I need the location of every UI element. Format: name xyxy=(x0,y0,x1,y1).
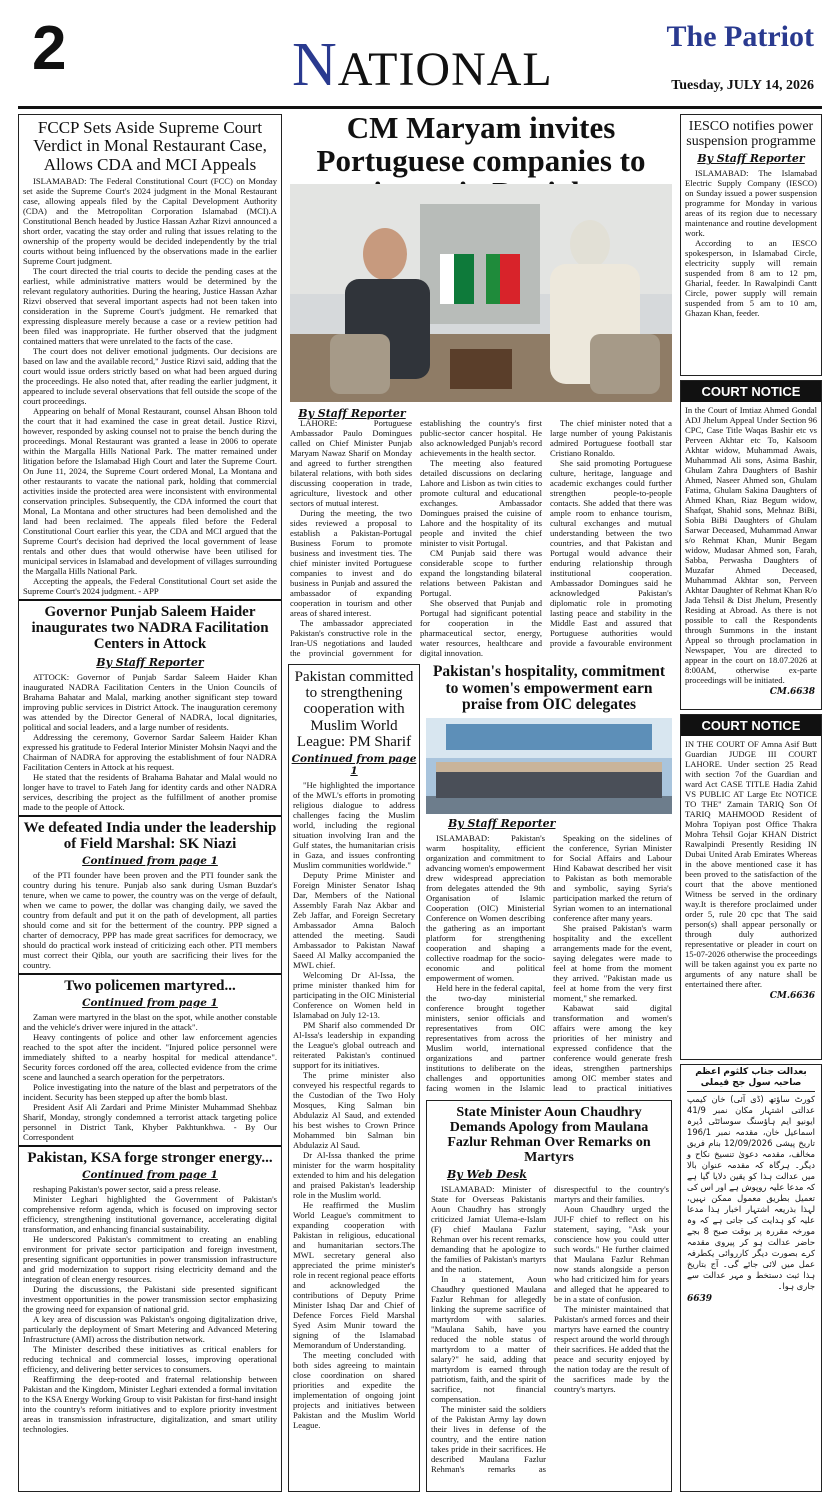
paragraph: The chief minister noted that a large number of young Pakistanis admired Portuguese football star Cristiano Ronaldo. xyxy=(550,418,672,458)
urdu-notice-code: 6639 xyxy=(687,1294,713,1304)
paragraph: The meeting also featured detailed discussions on declaring Lahore and Lisbon as twin cities to promote cultural and educational exchanges. Ambassador Domingues praised the cuisine of Lahore and the hospitality of its people and invited the chief minister to visit Portugal. xyxy=(420,458,542,548)
fccp-headline: FCCP Sets Aside Supreme Court Verdict in Monal Restaurant Case, Allows CDA and MCI Appeals xyxy=(33,118,267,174)
paragraph: Minister Leghari highlighted the Government of Pakistan's comprehensive reform agenda, which is focused on improving sector efficiency, strengthening institutional governance, accelerating digital transformation, and enhancing financial sustainability. xyxy=(23,1194,277,1235)
maryam-headline: CM Maryam invites Portuguese companies to xyxy=(316,112,646,178)
paragraph: ISLAMABAD: The Federal Constitutional Court (FCC) on Monday set aside the Supreme Court's 2024 judgment in the Monal Restaurant case, allowing appeals filed by the Capital Development Authority (CDA) and the Metropolitan Corporation Islamabad (MCI).A Constitutional Bench headed by Justice Hassan Azhar Rizvi announced a short order, vacating the stay order and ruling that issues relating to the ownership of the property would be decided independently by the trial courts without being influenced by the observations made in the earlier Supreme Court judgment. xyxy=(23,176,277,267)
oic-headline: Pakistan's hospitality, commitment to women's empowerment earn praise from OIC delegates xyxy=(432,664,666,714)
niazi-continued: Continued from page 1 xyxy=(82,855,218,868)
aoun-headline: State Minister Aoun Chaudhry Demands Apology from Maulana Fazlur Rehman Over Remarks on Martyrs xyxy=(447,1105,651,1166)
paragraph: LAHORE: Portuguese Ambassador Paulo Domingues called on Chief Minister Punjab Maryam Nawaz Sharif on Monday and agreed to further strengthen bilateral relations, with both sides discussing cooperation in trade, agriculture, livestock and other sectors of mutual interest. xyxy=(290,418,412,508)
maryam-photo xyxy=(290,184,672,402)
paragraph: reshaping Pakistan's power sector, said a press release. xyxy=(33,1184,221,1195)
sharif-story xyxy=(288,664,420,1492)
paragraph: Addressing the ceremony, Governor Sardar Saleem Haider Khan expressed his gratitude to Federal Interior Minister Mohsin Naqvi and the Chairman of NADRA for approving the establishment of four NADRA Facilitation Centers in Attock at his request. xyxy=(23,731,277,772)
court-notice-2-title: COURT NOTICE xyxy=(681,715,821,736)
maryam-body xyxy=(290,418,672,662)
paragraph: PM Sharif also commended Dr Al-Issa's leadership in expanding the League's global outreach and reiterated Pakistan's continued support for its initiatives. xyxy=(293,1019,415,1070)
aoun-body-columns xyxy=(431,1184,669,1484)
governor-byline: By Staff Reporter xyxy=(96,655,204,669)
meeting-photo-illustration xyxy=(290,184,672,402)
section-rest: ATIONAL xyxy=(337,43,553,96)
court-notice-2 xyxy=(680,714,822,1060)
paragraph: The minister said the soldiers of the Pakistan Army lay down their lives in defense of the country, and the entire nation takes pride in their sacrifices. He described Maulana Fazlur Rehman's remarks as disrespectful to the country's martyrs and their families. xyxy=(431,1184,669,1475)
paragraph: ISLAMABAD: Pakistan's warm hospitality, efficient organization and commitment to advancing women's empowerment drew widespread appreciation from delegates attended the 9th Organisation of Islamic Cooperation (OIC) Ministerial Conference on Women describing the gathering as an important platform for strengthening cooperation and shaping a collective roadmap for the socio-economic and political empowerment of women. xyxy=(426,833,545,984)
policemen-headline: Two policemen martyred... xyxy=(64,978,236,995)
iesco-story xyxy=(680,114,822,376)
left-column xyxy=(18,114,282,1492)
iesco-body xyxy=(685,168,817,318)
paragraph: During the meeting, the two sides reviewed a proposal to establish a Pakistan-Portugal Business Forum to promote business and investment ties. The chief minister invited Portuguese companies to invest and do business in Punjab and assured the ambassador of expanding cooperation in tourism and other areas of shared interest. xyxy=(290,508,412,618)
paper-name: The Patriot xyxy=(666,20,814,53)
masthead-rule xyxy=(18,106,822,109)
court-notice-1-title: COURT NOTICE xyxy=(681,381,821,402)
paragraph: President Asif Ali Zardari and Prime Minister Muhammad Shehbaz Sharif, Monday, strongly condemned a terrorist attack targeting police personnel in District Tank, Khyber Pakhtunkhwa. - By Our Correspondent xyxy=(23,1102,277,1143)
section-initial: N xyxy=(292,31,338,99)
paragraph: She observed that Punjab and Portugal had significant potential for cooperation in the pharmaceutical sector, energy, water resources, healthcare and digital innovation. xyxy=(420,598,542,658)
court-notice-2-text: IN THE COURT OF Amna Asif Butt Guardian JUDGE III COURT LAHORE. Under section 25 Read with section 7of the Guardian and ward Act CASE TITLE Hadia Zahid VS PUBLIC AT Large Etc NOTICE TO THE" Zamain TARIQ Son Of TARIQ MAHMOOD Resident of Mohra Topiyan post Office Thakra Mohra Tehsil Gojar KHAN District Rawalpindi Presently Residing IN Dubai United Arab Emirates Whereas in the above mentioned case it has been proved to the satisfaction of the court that the above mentioned Witness be served in the ordinary way.It is therefore proclaimed under order 5, rule 20 cpc that The said person(s) shall appear personally or through duly authorized representative or pleader in court on 15-07-2026 otherwise the proceedings will be taken against you ex parte no arguments of any nature shall be entertained there after. xyxy=(685,739,817,989)
paragraph: ISLAMABAD: The Islamabad Electric Supply Company (IESCO) on Sunday issued a power suspension programme for Monday in various areas of its region due to necessary maintenance and routine development work. xyxy=(685,168,817,239)
sharif-body xyxy=(293,780,415,1430)
paragraph: She praised Pakistan's warm hospitality and the excellent arrangements made for the event, saying delegates were made to feel at home from the moment they arrived. "Pakistan made us feel at home from the very first moment," she remarked. xyxy=(553,923,672,1004)
issue-date: Tuesday, JULY 14, 2026 xyxy=(671,78,814,93)
oic-photo xyxy=(426,718,672,814)
court-notice-1-code: CM.6638 xyxy=(769,687,815,697)
paragraph: The Minister described these initiatives as critical enablers for reducing technical and commercial losses, improving operational efficiency, and delivering better services to consumers. xyxy=(23,1344,277,1375)
niazi-headline: We defeated India under the leadership of Field Marshal: SK Niazi xyxy=(23,819,277,852)
maryam-byline: By Staff Reporter xyxy=(298,407,406,420)
paragraph: Held here in the federal capital, the two-day ministerial conference brought together ministers, senior officials and representatives from OIC representatives from across the Muslim world, international organizations and partner institutions to deliberate on the challenges and opportunities facing women in the Islamic xyxy=(426,983,545,1094)
paragraph: ATTOCK: Governor of Punjab Sardar Saleem Haider Khan inaugurated NADRA Facilitation Centers in the Union Councils of Brahama Bahatar and Malal, marking another significant step toward improving public services in District Attock. The inauguration ceremony was attended by the Director General of NADRA, local dignitaries, political and social leaders, and a large number of residents. xyxy=(23,671,277,732)
paragraph: Speaking on the sidelines of the conference, Syrian Minister for Social Affairs and Labour Hind Kabawat described her visit to Pakistan as both memorable and symbolic, saying Syria's participation marked the return of Syrian women to an international conference after many years. xyxy=(553,833,672,924)
page-number: 2 xyxy=(32,14,67,83)
paragraph: of the PTI founder have been proven and the PTI founder sank the country during his tenure. Punjab also sank during Usman Buzdar's tenure, when we came to power, the country was on the verge of default, when we came to power, the dollar was changing daily, we saved the country from default and put it on the path of development, all parties should come and sit for the betterment of the country. PPP signed a charter of democracy, PPP has made great sacrifices for democracy, we should do practical work instead of criticizing each other. PTI members must correct their Qibla, our youth are sacrificing their lives for the country. xyxy=(23,870,277,971)
divider xyxy=(19,815,281,817)
paragraph: He underscored Pakistan's commitment to creating an enabling environment for private sector participation and foreign investment, presenting significant opportunities in power transmission infrastructure and grid modernization to support rising electricity demand and the integration of clean energy resources. xyxy=(23,1234,277,1285)
court-notice-2-code: CM.6636 xyxy=(769,991,815,1001)
paragraph: The court does not deliver emotional judgments. Our decisions are based on law and the available record," Justice Rizvi said, adding that the court would issue orders strictly based on what had been argued during the proceedings. He also noted that, after reading the earlier judgment, it appeared to include several observations that fell outside the scope of the court proceedings. xyxy=(23,346,277,407)
paragraph: The minister maintained that Pakistan's armed forces and their martyrs have earned the country respect around the world through their sacrifices. He added that the peace and security enjoyed by the nation today are the result of the sacrifices made by the country's martyrs. xyxy=(554,1304,670,1395)
oic-body xyxy=(426,833,672,1094)
paragraph: The meeting concluded with both sides agreeing to maintain close coordination on shared priorities and expedite the implementation of ongoing joint projects and initiatives between Pakistan and the Muslim World League. xyxy=(293,1349,415,1430)
sharif-continued: Continued from page 1 xyxy=(291,752,417,777)
paragraph: He reaffirmed the Muslim World League's commitment to expanding cooperation with Pakistan in religious, educational and humanitarian sectors.The MWL secretary general also appreciated the prime minister's role in recent regional peace efforts and acknowledged the contributions of Deputy Prime Minister Ishaq Dar and Chief of Defence Forces Field Marshal Syed Asim Munir toward the signing of the Islamabad Memorandum of Understanding. xyxy=(293,1199,415,1350)
court-notice-1 xyxy=(680,380,822,710)
ksa-headline: Pakistan, KSA forge stronger energy... xyxy=(27,1150,273,1167)
paragraph: Heavy contingents of police and other law enforcement agencies reached to the spot after the incident. "Injured police personnel were immediately shifted to a nearby hospital for medical attendance". Security forces cordoned off the area, collected evidence from the crime scene and launched a search operation for the perpetrators. xyxy=(23,1032,277,1083)
paragraph: Deputy Prime Minister and Foreign Minister Senator Ishaq Dar, Members of the National Assembly Farah Naz Akbar and Zeb Jaffar, and Foreign Secretary Ambassador Amna Baloch attended the meeting. Saudi Ambassador to Pakistan Nawaf Saeed Al Malky accompanied the MWL chief. xyxy=(293,869,415,970)
paragraph: She said promoting Portuguese culture, heritage, language and academic exchanges could further strengthen people-to-people contacts. She added that there was ample room to enhance tourism, cultural exchanges and mutual understanding between the two countries, and that Pakistan and Portugal would advance their enduring relationship through institutional cooperation. Ambassador Domingues said he acknowledged Pakistan's diplomatic role in promoting lasting peace and stability in the Middle East and assured that Portuguese authorities would provide a favourable environment xyxy=(550,458,672,648)
masthead xyxy=(0,0,840,108)
paragraph: The ambassador appreciated Pakistan's constructive role in the Iran-US negotiations and lauded the provincial government for establishing the country's first public-sector cancer hospital. He also acknowledged Punjab's record achievements in the health sector. xyxy=(290,418,542,658)
paragraph: He stated that the residents of Brahama Bahatar and Malal would no longer have to travel to Fateh Jang for identity cards and other NADRA services, describing the project as the fulfillment of another promise made to the people of Attock. xyxy=(23,771,277,812)
paragraph: During the discussions, the Pakistani side presented significant investment opportunities in the power transmission sector emphasizing the growing need for expansion of national grid. xyxy=(23,1284,277,1315)
paragraph: According to an IESCO spokesperson, in Islamabad Circle, electricity supply will remain suspended from 8 am to 12 pm, Gharial, feeder. In Rawalpindi Cantt Circle, power supply will remain suspended from 5 am to 10 am, Ghazan Khan, feeder. xyxy=(685,238,817,319)
policemen-body xyxy=(23,1012,277,1142)
urdu-notice xyxy=(680,1064,822,1492)
paragraph: Aoun Chaudhry urged the JUI-F chief to reflect on his statement, saying, "Ask your conscience how you could utter such words." He further claimed that Maulana Fazlur Rehman now stands alongside a person who had criticized him for years and alleged that he appeared to be in a state of confusion. xyxy=(554,1204,669,1305)
paragraph: Appearing on behalf of Monal Restaurant, counsel Ahsan Bhoon told the court that it had examined the case in great detail. Justice Rizvi, however, responded by asking counsel not to praise the bench during the proceedings. Monal Restaurant was granted a lease in 2006 to operate within the Margalla Hills National Park. The matter remained under litigation before the Islamabad High Court and later the Supreme Court. On June 11, 2024, the Supreme Court ordered Monal, La Montana and other restaurants to vacate the national park, holding that commercial activities inside the protected area were inconsistent with environmental conservation principles. Subsequently, the CDA informed the court that Monal, La Montana and other structures had been demolished and the land had been reclaimed. The appeals filed before the Federal Constitutional Court earlier this year, the CDA and MCI argued that the Supreme Court's decision had deprived the local government of lease rentals and other dues that would otherwise have been utilised for municipal services in Islamabad and development of villages surrounding the Margalla Hills National Park. xyxy=(23,406,277,577)
paragraph: ISLAMABAD: Minister of State for Overseas Pakistanis Aoun Chaudhry has strongly criticized Jamiat Ulema-e-Islam (F) chief Maulana Fazlur Rehman over his recent remarks, demanding that he apologize to the families of Pakistan's martyrs and the nation. xyxy=(431,1184,546,1275)
section-title xyxy=(292,31,553,99)
policemen-continued: Continued from page 1 xyxy=(82,997,218,1010)
oic-body-columns xyxy=(426,833,672,1094)
niazi-body xyxy=(23,870,277,970)
aoun-body xyxy=(431,1184,669,1484)
divider xyxy=(19,973,281,975)
delegates-photo-illustration xyxy=(426,718,672,814)
ksa-body xyxy=(23,1184,277,1434)
paragraph: CM Punjab said there was considerable scope to further expand the longstanding bilateral relations between Pakistan and Portugal. xyxy=(420,548,542,598)
sharif-headline: Pakistan committed to strengthening cooperation with Muslim World League: PM Sharif xyxy=(294,669,414,750)
oic-story xyxy=(426,664,672,1094)
governor-headline: Governor Punjab Saleem Haider inaugurates two NADRA Facilitation Centers in Attock xyxy=(31,604,269,653)
paragraph: In a statement, Aoun Chaudhry questioned Maulana Fazlur Rehman for allegedly linking the supreme sacrifice of martyrdom with salaries. "Maulana Sahib, have you reduced the noble status of martyrdom to a matter of salary?" he said, adding that martyrdom is earned through patriotism, faith, and the spirit of sacrifice, not financial compensation. xyxy=(431,1274,546,1405)
paragraph: Welcoming Dr Al-Issa, the prime minister thanked him for participating in the OIC Ministerial Conference on Women held in Islamabad on July 12-13. xyxy=(293,969,415,1020)
divider xyxy=(19,1145,281,1147)
paragraph: A key area of discussion was Pakistan's ongoing digitalization drive, particularly the deployment of Smart Metering and Advanced Metering Infrastructure (AMI) across the distribution network. xyxy=(23,1314,277,1345)
paragraph: Dr Al-Issa thanked the prime minister for the warm hospitality extended to him and his delegation and praised Pakistan's leadership role in the Muslim world. xyxy=(293,1149,415,1200)
maryam-body-columns xyxy=(290,418,672,662)
fccp-body xyxy=(23,176,277,596)
court-notice-1-text: In the Court of Imtiaz Ahmed Gondal ADJ Jhelum Appeal Under Section 96 CPC, Case Title Waqas Bashir etc vs Perveen Akhtar etc To, Kalsoom Akhtar widow, Muhammad Awais, Muhammad Ali sons, Asima Bashir, Ghulam Zahra Daughters of Bashir Ahmed, Naseer Ahmed son, Ghulam Fatima, Ghulam Sakina Daughters of Ahmed Khan, Riaz Begum widow, Shafqat, Shahid sons, Mehnaz BiBi, Sobia BiBi Daughters of Ghulam Sarwar Deceased, Muhammad Anwar s/o Rehmat Khan, Munir Begam widow, Mudasar Ahmed son, Farah, Sabba, Perwasha Daughters of Muzafar Ahmed Deceased, Muhammad Akhtar son, Perveen Akhtar Daughter of Rehmat Khan R/o Jada Tehsil & Dist Jhelum, Presently Residing at Abroad. As there is not possible to call the Respondents through Summons in the instant Appeal so through proclamation in Newspaper, You are directed to appear in the court on 18.07.2026 at 8:00AM, otherwise ex-parte proceedings will be initiated. xyxy=(685,405,817,685)
urdu-notice-title: بعدالت جناب کلثوم اعظم صاحبہ سول جج فیملی xyxy=(687,1067,815,1092)
aoun-byline: By Web Desk xyxy=(447,1168,527,1182)
maryam-story xyxy=(290,112,672,662)
paragraph: Zaman were martyred in the blast on the spot, while another constable and the vehicle's driver were injured in the attack". xyxy=(23,1012,277,1033)
iesco-byline: By Staff Reporter xyxy=(697,152,805,166)
paragraph: Police investigating into the nature of the blast and perpetrators of the incident. Security has been stepped up after the bomb blast. xyxy=(23,1082,277,1103)
paragraph: Reaffirming the deep-rooted and fraternal relationship between Pakistan and the Kingdom, Minister Leghari extended a formal invitation to the KSA Energy Working Group to visit Pakistan for first-hand insight into the country's reform initiatives and to explore priority investment areas in transmission infrastructure, digitalization, and smart utility technologies. xyxy=(23,1374,277,1435)
governor-body xyxy=(23,672,277,812)
paragraph: The prime minister also conveyed his respectful regards to the Custodian of the Two Holy Mosques, King Salman bin Abdulaziz Al Saud, and extended his best wishes to Crown Prince Mohammed bin Salman bin Abdulaziz Al Saud. xyxy=(293,1069,415,1150)
paragraph: "He highlighted the importance of the MWL's efforts in promoting religious dialogue to address challenges facing the Muslim world, including the regional situation involving Iran and the Gulf states, the humanitarian crisis in Gaza, and issues confronting Muslim communities worldwide." xyxy=(293,779,415,870)
paragraph: Accepting the appeals, the Federal Constitutional Court set aside the Supreme Court's 2024 judgment. - APP xyxy=(23,576,277,597)
paragraph: Kabawat said digital transformation and women's affairs were among the key priorities of her ministry and expressed confidence that the conference would generate fresh ideas, strengthen partnerships among OIC member states and lead to practical initiatives xyxy=(553,1003,672,1094)
ksa-continued: Continued from page 1 xyxy=(82,1169,218,1182)
paragraph: The court directed the trial courts to decide the pending cases at the earliest, while administrative matters would be determined by the relevant regulatory authorities. During the hearing, Justice Hassan Azhar Rizvi observed that several important aspects had not been taken into consideration in the Supreme Court's judgment. He remarked that expressing displeasure merely because a case or a review petition had been filed was inappropriate. He further observed that the judgment contained matters that were unrelated to the facts of the case. xyxy=(23,266,277,347)
divider xyxy=(19,599,281,601)
urdu-notice-text: کورٹ ساؤتھ (ڈی آئی) خان کیمپ عدالتی اشتہار مکان نمبر 41/9 ایونیو ایم ہاؤسنگ سوسائٹی ڈیرہ اسماعیل خان، مقدمہ نمبر 196/1 تاریخ پیشی 12/09/2026 بنام فریق مخالف، مقدمہ دعویٰ تنسیخ نکاح و دیگر۔ ہرگاہ کہ مقدمہ عنوان بالا میں عدالت ہذا کو یقین دلایا گیا ہے کہ مدعا علیہ روپوش ہے اور اس کی تعمیل بطریق معمول ممکن نہیں، لہذا بذریعہ اشتہار اخبار ہذا مدعا علیہ کو ہدایت کی جاتی ہے کہ وہ مورخہ مقررہ پر بوقت صبح 8 بجے حاضر عدالت ہو کر پیروی مقدمہ کرے بصورت دیگر کارروائی یکطرفہ عمل میں لائی جائے گی۔ آج بتاریخ ہذا ثبت دستخط و مہر عدالت سے جاری ہوا۔ xyxy=(687,1094,815,1291)
iesco-headline: IESCO notifies power suspension programme xyxy=(686,119,816,150)
aoun-story xyxy=(426,1100,672,1492)
oic-byline: By Staff Reporter xyxy=(448,817,556,831)
